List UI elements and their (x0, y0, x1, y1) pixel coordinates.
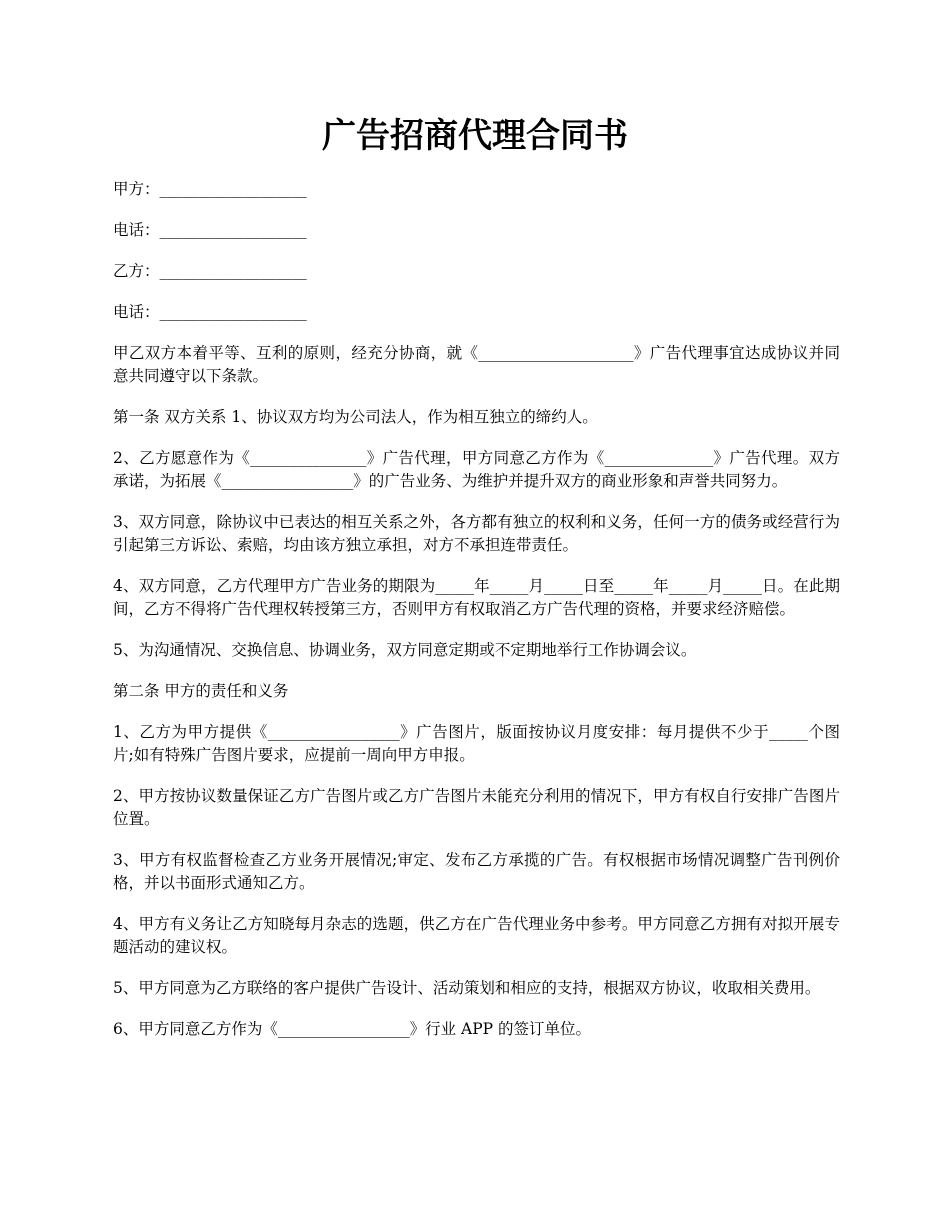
article-1-clause-4: 4、双方同意，乙方代理甲方广告业务的期限为_____年_____月_____日至_____年_____月_____日。在此期间，乙方不得将广告代理权转授第三方，否则甲方有权取消乙方广告代理的资格，并要求经济赔偿。 (113, 577, 840, 618)
article-1-clause-1: 第一条 双方关系 1、协议双方均为公司法人，作为相互独立的缔约人。 (113, 408, 598, 426)
party-b-field: 乙方：___________________ (113, 262, 307, 280)
document-title: 广告招商代理合同书 (322, 116, 628, 156)
article-2-clause-6: 6、甲方同意乙方作为《_________________》行业 APP 的签订单位。 (113, 1020, 592, 1038)
article-2-clause-5: 5、甲方同意为乙方联络的客户提供广告设计、活动策划和相应的支持，根据双方协议，收取相关费用。 (113, 979, 821, 997)
article-2-clause-3: 3、甲方有权监督检查乙方业务开展情况;审定、发布乙方承揽的广告。有权根据市场情况调整广告刊例价格，并以书面形式通知乙方。 (113, 851, 840, 892)
article-2-heading: 第二条 甲方的责任和义务 (113, 682, 289, 700)
article-1-clause-2: 2、乙方愿意作为《_______________》广告代理，甲方同意乙方作为《______________》广告代理。双方承诺，为拓展《_________________》的广告业务、为维护并提升双方的商业形象和声誉共同努力。 (113, 449, 840, 490)
article-1-clause-3: 3、双方同意，除协议中已表达的相互关系之外，各方都有独立的权利和义务，任何一方的债务或经营行为引起第三方诉讼、索赔，均由该方独立承担，对方不承担连带责任。 (113, 513, 840, 554)
party-a-phone-field: 电话：___________________ (113, 221, 307, 239)
party-a-field: 甲方：___________________ (113, 180, 307, 198)
document-body (113, 178, 840, 1059)
article-2-clause-1: 1、乙方为甲方提供《_________________》广告图片，版面按协议月度安排：每月提供不少于_____个图片;如有特殊广告图片要求，应提前一周向甲方申报。 (113, 723, 840, 764)
article-2-clause-2: 2、甲方按协议数量保证乙方广告图片或乙方广告图片未能充分利用的情况下，甲方有权自行安排广告图片位置。 (113, 787, 840, 828)
party-b-phone-field: 电话：___________________ (113, 303, 307, 321)
article-1-clause-5: 5、为沟通情况、交换信息、协调业务，双方同意定期或不定期地举行工作协调会议。 (113, 641, 697, 659)
intro-paragraph: 甲乙双方本着平等、互利的原则，经充分协商，就《____________________》广告代理事宜达成协议并同意共同遵守以下条款。 (113, 344, 840, 385)
article-2-clause-4: 4、甲方有义务让乙方知晓每月杂志的选题，供乙方在广告代理业务中参考。甲方同意乙方拥有对拟开展专题活动的建议权。 (113, 915, 840, 956)
